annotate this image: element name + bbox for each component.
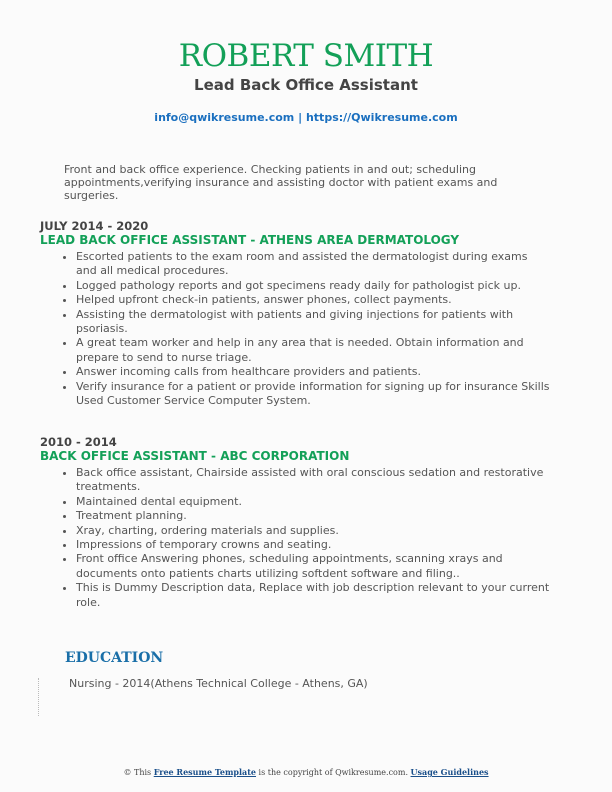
job-role: LEAD BACK OFFICE ASSISTANT - ATHENS AREA DERMATOLOGY <box>40 233 460 247</box>
free-resume-template-link[interactable]: Free Resume Template <box>153 767 257 777</box>
job-bullets <box>44 466 551 610</box>
list-item: • Treatment planning. <box>76 509 551 523</box>
list-item: • Escorted patients to the exam room and assisted the dermatologist during exams and all medical procedures. <box>76 250 551 279</box>
divider <box>38 678 39 716</box>
list-item: • Helped upfront check-in patients, answer phones, collect payments. <box>76 293 551 307</box>
list-item: • Logged pathology reports and got specimens ready daily for pathologist pick up. <box>76 279 551 293</box>
footer-text: © This <box>123 768 154 777</box>
separator: | <box>294 111 306 124</box>
education-entry: Nursing - 2014(Athens Technical College - Athens, GA) <box>69 677 368 690</box>
education-heading: EDUCATION <box>65 650 164 666</box>
website-link[interactable]: https://Qwikresume.com <box>305 111 458 124</box>
list-item: • Front office Answering phones, scheduling appointments, scanning xrays and documents onto patients charts utilizing softdent software and filing.. <box>76 552 551 581</box>
list-item: • Maintained dental equipment. <box>76 495 551 509</box>
list-item: • Verify insurance for a patient or provide information for signing up for insurance Skills Used Customer Service Computer System. <box>76 380 551 409</box>
footer-text: is the copyright of Qwikresume.com. <box>256 768 411 777</box>
footer <box>0 767 612 777</box>
list-item: • Answer incoming calls from healthcare providers and patients. <box>76 365 551 379</box>
list-item: • Assisting the dermatologist with patients and giving injections for patients with psoriasis. <box>76 308 551 337</box>
email-link[interactable]: info@qwikresume.com <box>154 111 295 124</box>
list-item: • Xray, charting, ordering materials and supplies. <box>76 524 551 538</box>
job-title: Lead Back Office Assistant <box>194 76 418 94</box>
list-item: • This is Dummy Description data, Replace with job description relevant to your current role. <box>76 581 551 610</box>
job-bullets <box>44 250 551 408</box>
list-item: • Back office assistant, Chairside assisted with oral conscious sedation and restorative treatments. <box>76 466 551 495</box>
list-item: • A great team worker and help in any area that is needed. Obtain information and prepare to send to nurse triage. <box>76 336 551 365</box>
list-item: • Impressions of temporary crowns and seating. <box>76 538 551 552</box>
contact-line <box>0 111 612 124</box>
summary: Front and back office experience. Checking patients in and out; scheduling appointments,verifying insurance and assisting doctor with patient exams and surgeries. <box>64 163 498 202</box>
job-role: BACK OFFICE ASSISTANT - ABC CORPORATION <box>40 449 350 463</box>
job-dates: JULY 2014 - 2020 <box>40 219 149 233</box>
candidate-name: ROBERT SMITH <box>178 38 434 74</box>
job-dates: 2010 - 2014 <box>40 435 117 449</box>
usage-guidelines-link[interactable]: Usage Guidelines <box>410 767 489 777</box>
